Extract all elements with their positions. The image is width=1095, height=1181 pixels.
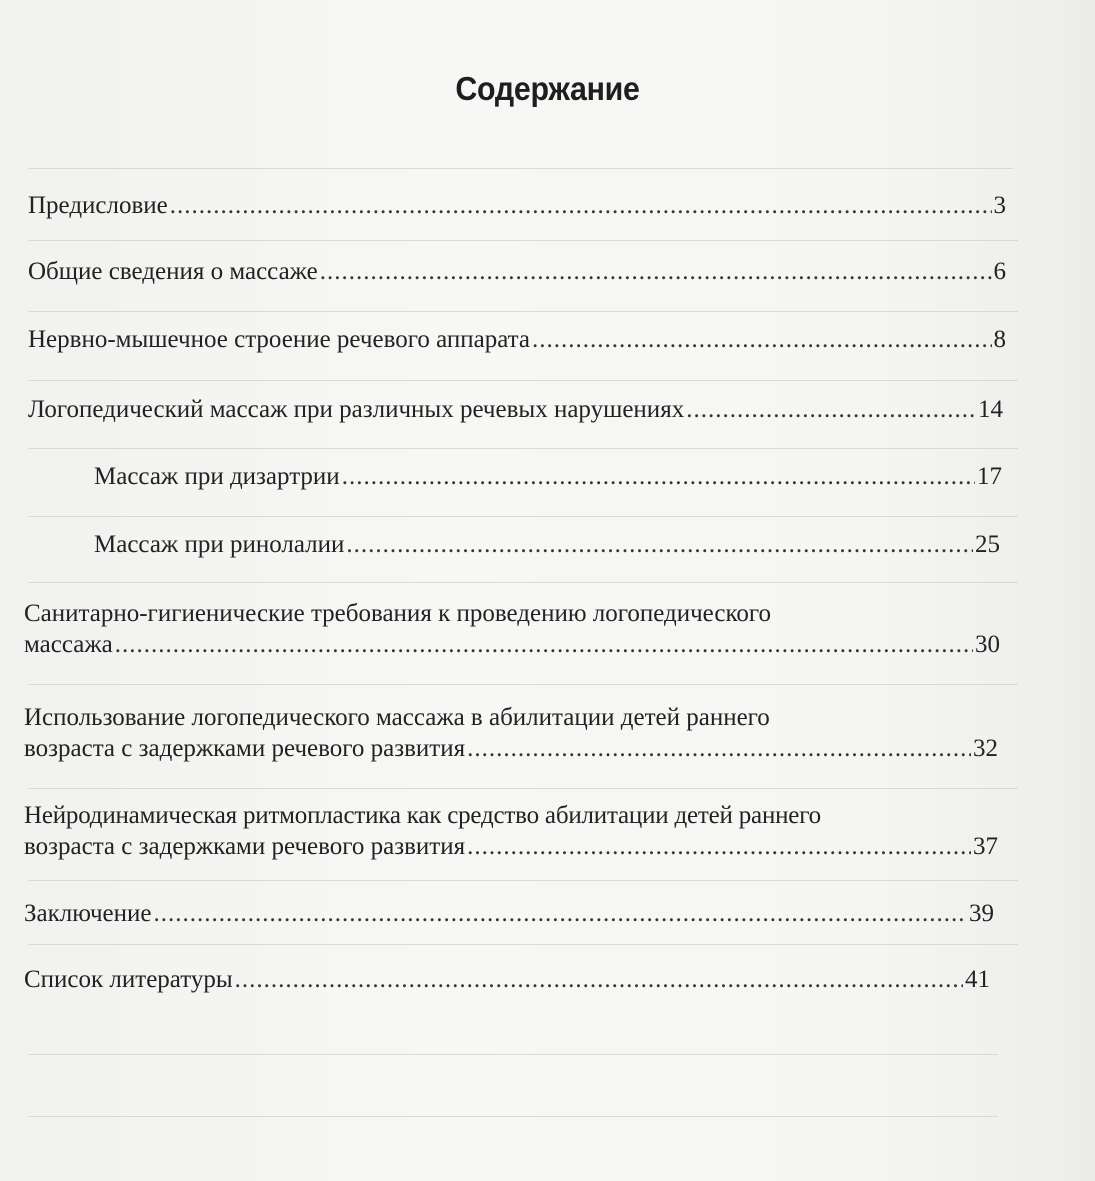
toc-entry-title: Общие сведения о массаже xyxy=(28,258,318,285)
ruled-line xyxy=(28,684,1018,685)
toc-page-number: 39 xyxy=(969,900,994,927)
ruled-line xyxy=(28,380,1018,381)
toc-page-number: 41 xyxy=(965,966,990,993)
ruled-line xyxy=(28,168,1013,169)
toc-entry-title-line2: массажа xyxy=(24,631,113,658)
dot-leader xyxy=(346,529,973,560)
toc-page-number: 32 xyxy=(973,735,998,762)
dot-leader xyxy=(320,256,992,287)
toc-entry-rhinolalia[interactable] xyxy=(94,529,1000,560)
dot-leader xyxy=(115,629,973,660)
ruled-line xyxy=(28,311,1018,312)
toc-entry-conclusion[interactable] xyxy=(24,898,994,929)
toc-entry-speech-apparatus[interactable] xyxy=(28,324,1006,355)
toc-entry-title-line2: возраста с задержками речевого развития xyxy=(24,833,466,860)
toc-entry-preface[interactable] xyxy=(28,190,1006,221)
toc-entry-title-line2: возраста с задержками речевого развития xyxy=(24,735,466,762)
dot-leader xyxy=(467,831,971,862)
toc-page-number: 25 xyxy=(975,531,1000,558)
toc-entry-title: Предисловие xyxy=(28,192,168,219)
ruled-line xyxy=(28,240,1018,241)
toc-entry-speech-therapy-massage[interactable] xyxy=(28,394,1003,425)
dot-leader xyxy=(686,394,976,425)
dot-leader xyxy=(170,190,992,221)
ruled-line xyxy=(28,582,1018,583)
toc-page-number: 17 xyxy=(977,463,1002,490)
dot-leader xyxy=(467,733,971,764)
dot-leader xyxy=(235,964,963,995)
toc-entry-title: Логопедический массаж при различных речевых нарушениях xyxy=(28,396,685,423)
page-title: Содержание xyxy=(455,70,640,107)
toc-page-number: 6 xyxy=(993,258,1006,285)
toc-entry-title: Нервно-мышечное строение речевого аппарата xyxy=(28,326,530,353)
ruled-line xyxy=(28,944,1018,945)
dot-leader xyxy=(532,324,992,355)
ruled-line xyxy=(28,516,1018,517)
toc-entry-sanitary-requirements[interactable] xyxy=(24,598,1000,660)
toc-page-number: 8 xyxy=(993,326,1006,353)
toc-page-number: 14 xyxy=(978,396,1003,423)
toc-entry-references[interactable] xyxy=(24,964,990,995)
ruled-line xyxy=(28,1054,998,1055)
toc-entry-title: Заключение xyxy=(24,900,152,927)
ruled-line xyxy=(28,1116,998,1117)
toc-entry-habilitation-massage[interactable] xyxy=(24,702,998,764)
ruled-line xyxy=(28,448,1018,449)
toc-page-number: 3 xyxy=(993,192,1006,219)
ruled-line xyxy=(28,788,1018,789)
dot-leader xyxy=(154,898,968,929)
toc-entry-title: Массаж при ринолалии xyxy=(94,531,345,558)
toc-entry-title: Массаж при дизартрии xyxy=(94,463,340,490)
toc-page-number: 30 xyxy=(975,631,1000,658)
toc-entry-title-line1: Использование логопедического массажа в абилитации детей раннего xyxy=(24,704,770,731)
dot-leader xyxy=(342,461,975,492)
ruled-line xyxy=(28,880,1018,881)
toc-entry-neurodynamic-rhythmoplasty[interactable] xyxy=(24,800,998,862)
toc-entry-title-line1: Нейродинамическая ритмопластика как средство абилитации детей раннего xyxy=(24,802,821,829)
toc-entry-massage-overview[interactable] xyxy=(28,256,1006,287)
toc-entry-dysarthria[interactable] xyxy=(94,461,1002,492)
toc-entry-title-line1: Санитарно-гигиенические требования к проведению логопедического xyxy=(24,600,772,627)
toc-entry-title: Список литературы xyxy=(24,966,233,993)
toc-page-number: 37 xyxy=(973,833,998,860)
